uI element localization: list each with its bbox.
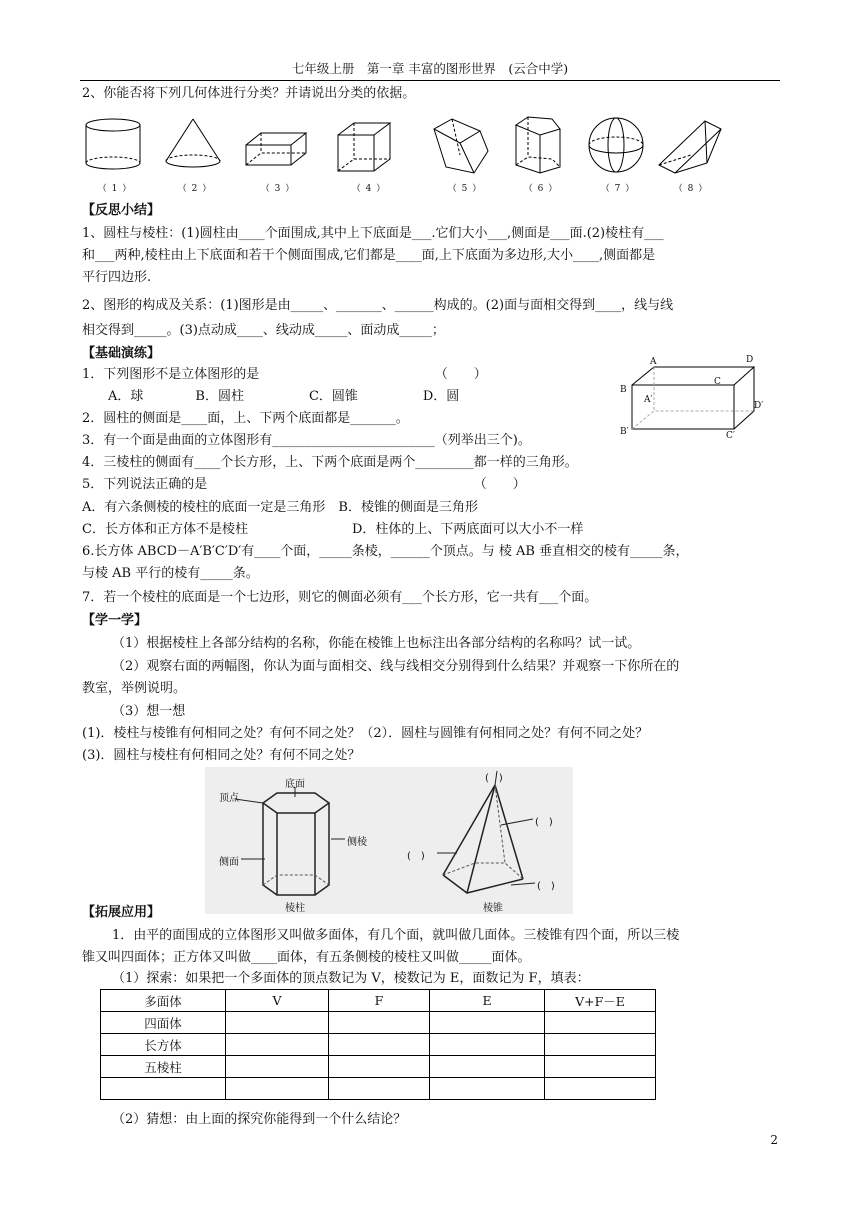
label-b: B — [620, 385, 627, 395]
question-2: 2、你能否将下列几何体进行分类？并请说出分类的依据。 — [82, 86, 416, 101]
table-header-cell: V+F－E — [545, 990, 656, 1012]
table-cell[interactable] — [430, 1012, 545, 1034]
caption-3: （ 3 ） — [260, 184, 296, 194]
section-title-learn: 【学一学】 — [82, 613, 148, 628]
learn-p1: （1）根据棱柱上各部分结构的名称，你能在棱锥上也标注出各部分结构的名称吗？试一试。 — [112, 636, 641, 651]
table-cell[interactable] — [329, 1012, 430, 1034]
triangular-prism-figure — [655, 115, 727, 195]
table-cell[interactable] — [329, 1034, 430, 1056]
page-header: 七年级上册 第一章 丰富的图形世界 (云合中学) — [80, 60, 780, 81]
caption-6: （ 6 ） — [523, 184, 559, 194]
table-cell[interactable] — [430, 1056, 545, 1078]
table-cell[interactable] — [226, 1012, 329, 1034]
basic-q5: 5．下列说法正确的是 （ ） — [82, 477, 526, 492]
cube-figure — [334, 115, 404, 195]
table-cell[interactable] — [329, 1078, 430, 1100]
table-header-row — [101, 990, 656, 1012]
paren-right-upper: ( ) — [535, 817, 553, 828]
extend-p1-line2: 锥又叫四面体；正方体又叫做____面体，有五条侧棱的棱柱又叫做_____面体。 — [82, 950, 531, 965]
reflect-line-2: 和___两种,棱柱由上下底面和若干个侧面围成,它们都是____面,上下底面为多边形,大小____,侧面都是 — [82, 248, 656, 263]
page-number: 2 — [770, 1133, 778, 1147]
learn-p3: （3）想一想 — [112, 704, 186, 719]
caption-7: （ 7 ） — [600, 184, 636, 194]
table-cell[interactable] — [101, 1078, 226, 1100]
label-d: D — [746, 355, 754, 365]
label-a-prime: A′ — [644, 395, 653, 405]
basic-q1-options: A．球 B．圆柱 C．圆锥 D．圆 — [82, 389, 460, 404]
label-vertex: 顶点 — [219, 793, 239, 804]
label-c: C — [714, 377, 721, 387]
table-row — [101, 1034, 656, 1056]
basic-q2: 2．圆柱的侧面是____面，上、下两个底面都是_______。 — [82, 411, 409, 426]
label-lateral-face: 侧面 — [219, 857, 239, 868]
basic-q5-ab: A．有六条侧棱的棱柱的底面一定是三角形 B．棱锥的侧面是三角形 — [82, 500, 478, 515]
basic-q7: 7．若一个棱柱的底面是一个七边形，则它的侧面必须有___个长方形，它一共有___个面。 — [82, 590, 598, 605]
table-cell: 长方体 — [101, 1034, 226, 1056]
learn-p3-line1: (1)．棱柱与棱锥有何相同之处？有何不同之处？（2）．圆柱与圆锥有何相同之处？有何不同之处？ — [82, 726, 649, 741]
learn-p3-line2: (3)．圆柱与棱柱有何相同之处？有何不同之处？ — [82, 748, 361, 763]
table-cell: 四面体 — [101, 1012, 226, 1034]
table-cell[interactable] — [430, 1078, 545, 1100]
section-title-reflect: 【反思小结】 — [82, 203, 161, 218]
caption-8: （ 8 ） — [673, 184, 709, 194]
cuboid-figure — [243, 115, 313, 195]
caption-5: （ 5 ） — [447, 184, 483, 194]
caption-2: （ 2 ） — [177, 184, 213, 194]
basic-q1: 1．下列图形不是立体图形的是 （ ） — [82, 367, 487, 382]
table-cell[interactable] — [430, 1034, 545, 1056]
table-header-cell: E — [430, 990, 545, 1012]
reflect-line-4: 2、图形的构成及关系：(1)图形是由_____、_______、______构成的。(2)面与面相交得到____，线与线 — [82, 298, 674, 313]
table-cell[interactable] — [545, 1056, 656, 1078]
label-b-prime: B′ — [620, 427, 629, 437]
paren-left: ( ) — [407, 851, 425, 862]
learn-p2-line2: 教室，举例说明。 — [82, 681, 187, 696]
label-c-prime: C′ — [726, 431, 735, 441]
pentagonal-prism-figure — [506, 115, 576, 195]
table-header-cell: 多面体 — [101, 990, 226, 1012]
paren-right-lower: ( ) — [537, 881, 555, 892]
paren-top: ( ) — [485, 773, 503, 784]
basic-q5-cd: C．长方体和正方体不是棱柱 D．柱体的上、下两底面可以大小不一样 — [82, 522, 584, 537]
table-cell[interactable] — [545, 1034, 656, 1056]
extend-p3: （2）猜想：由上面的探究你能得到一个什么结论？ — [112, 1112, 407, 1127]
table-cell[interactable] — [226, 1056, 329, 1078]
reflect-line-3: 平行四边形. — [82, 270, 152, 285]
table-cell[interactable] — [545, 1012, 656, 1034]
table-row — [101, 1012, 656, 1034]
label-d-prime: D′ — [754, 401, 764, 411]
table-cell[interactable] — [329, 1056, 430, 1078]
tilted-prism-figure — [430, 115, 500, 195]
cylinder-figure — [80, 115, 150, 195]
reflect-line-1: 1、圆柱与棱柱：(1)圆柱由____个面围成,其中上下底面是___.它们大小___,侧面是___面.(2)棱柱有___ — [82, 226, 664, 241]
cone-figure — [160, 115, 230, 195]
label-prism: 棱柱 — [285, 903, 305, 914]
section-title-basic: 【基础演练】 — [82, 346, 161, 361]
basic-q6-line1: 6.长方体 ABCD－A′B′C′D′有____个面，_____条棱，______个顶点。与 棱 AB 垂直相交的棱有_____条， — [82, 544, 689, 559]
section-title-extend: 【拓展应用】 — [82, 905, 161, 920]
table-header-cell: F — [329, 990, 430, 1012]
caption-4: （ 4 ） — [351, 184, 387, 194]
reflect-line-5: 相交得到_____。(3)点动成____、线动成_____、面动成_____； — [82, 323, 445, 338]
table-row — [101, 1056, 656, 1078]
extend-p2: （1）探索：如果把一个多面体的顶点数记为 V，棱数记为 E，面数记为 F，填表： — [112, 971, 590, 986]
table-header-cell: V — [226, 990, 329, 1012]
table-cell: 五棱柱 — [101, 1056, 226, 1078]
solids-figure — [80, 115, 720, 195]
label-lateral-edge: 侧棱 — [347, 837, 367, 848]
sphere-figure — [583, 115, 653, 195]
table-cell[interactable] — [545, 1078, 656, 1100]
basic-q3: 3．有一个面是曲面的立体图形有_________________________（列举出三个)。 — [82, 433, 531, 448]
basic-q4: 4．三棱柱的侧面有____个长方形，上、下两个底面是两个_________都一样的三角形。 — [82, 455, 578, 470]
table-cell[interactable] — [226, 1034, 329, 1056]
label-a: A — [650, 357, 657, 367]
caption-1: （ 1 ） — [97, 184, 133, 194]
learn-p2-line1: （2）观察右面的两幅图，你认为面与面相交、线与线相交分别得到什么结果？并观察一下你所在的 — [112, 659, 680, 674]
table-cell[interactable] — [226, 1078, 329, 1100]
prism-pyramid-photo — [205, 767, 573, 914]
polyhedron-table — [100, 989, 656, 1100]
extend-p1-line1: 1．由平的面围成的立体图形又叫做多面体，有几个面，就叫做几面体。三棱锥有四个面，所以三棱 — [112, 928, 680, 943]
table-row — [101, 1078, 656, 1100]
label-pyramid: 棱锥 — [483, 903, 503, 914]
label-base: 底面 — [285, 779, 305, 790]
cuboid-abcd-figure — [622, 355, 772, 443]
basic-q6-line2: 与棱 AB 平行的棱有_____条。 — [82, 566, 259, 581]
